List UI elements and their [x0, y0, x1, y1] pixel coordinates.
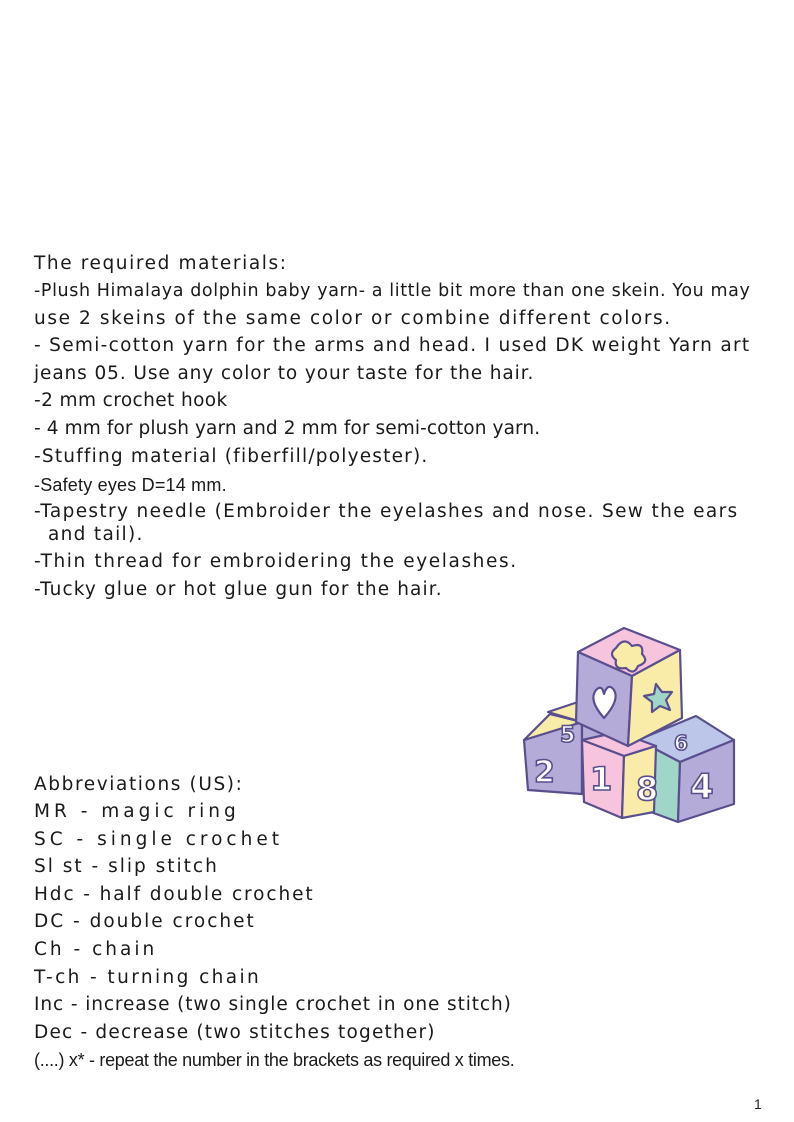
material-line: -Tapestry needle (Embroider the eyelashes and nose. Sew the ears [34, 501, 739, 522]
abbreviation-line: SC - single crochet [34, 829, 283, 850]
block-number: 4 [690, 767, 714, 807]
material-line: use 2 skeins of the same color or combine different colors. [34, 308, 672, 329]
material-line: - Semi-cotton yarn for the arms and head. I used DK weight Yarn art [34, 335, 751, 356]
block-number: 1 [590, 760, 613, 798]
abbreviations-title: Abbreviations (US): [34, 774, 244, 795]
material-line: -Plush Himalaya dolphin baby yarn- a little bit more than one skein. You may [34, 281, 751, 301]
material-line: -Thin thread for embroidering the eyelashes. [34, 551, 518, 572]
abbreviation-line: Inc - increase (two single crochet in one stitch) [34, 994, 512, 1015]
material-line: - 4 mm for plush yarn and 2 mm for semi-cotton yarn. [34, 418, 541, 439]
material-line: -Tucky glue or hot glue gun for the hair. [34, 579, 443, 600]
block-number: 5 [560, 723, 576, 748]
abbreviation-line: Dec - decrease (two stitches together) [34, 1022, 436, 1043]
abbreviation-line: (....) x* - repeat the number in the brackets as required x times. [34, 1050, 515, 1070]
abbreviation-line: DC - double crochet [34, 911, 256, 932]
page-number: 1 [754, 1096, 762, 1112]
baby-blocks-illustration [520, 622, 740, 827]
block-number: 6 [674, 731, 688, 755]
material-line: -Safety eyes D=14 mm. [34, 475, 227, 495]
material-line: -2 mm crochet hook [34, 390, 228, 411]
material-line: -Stuffing material (fiberfill/polyester). [34, 446, 429, 467]
abbreviation-line: T-ch - turning chain [34, 967, 262, 988]
abbreviation-line: Hdc - half double crochet [34, 884, 315, 905]
abbreviation-line: Ch - chain [34, 939, 158, 960]
abbreviation-line: Sl st - slip stitch [34, 856, 219, 877]
block-number: 8 [636, 770, 659, 808]
abbreviation-line: MR - magic ring [34, 801, 240, 822]
material-line: and tail). [48, 524, 144, 545]
material-line: jeans 05. Use any color to your taste for the hair. [34, 363, 535, 384]
block-number: 2 [534, 755, 555, 790]
materials-title: The required materials: [34, 253, 288, 274]
